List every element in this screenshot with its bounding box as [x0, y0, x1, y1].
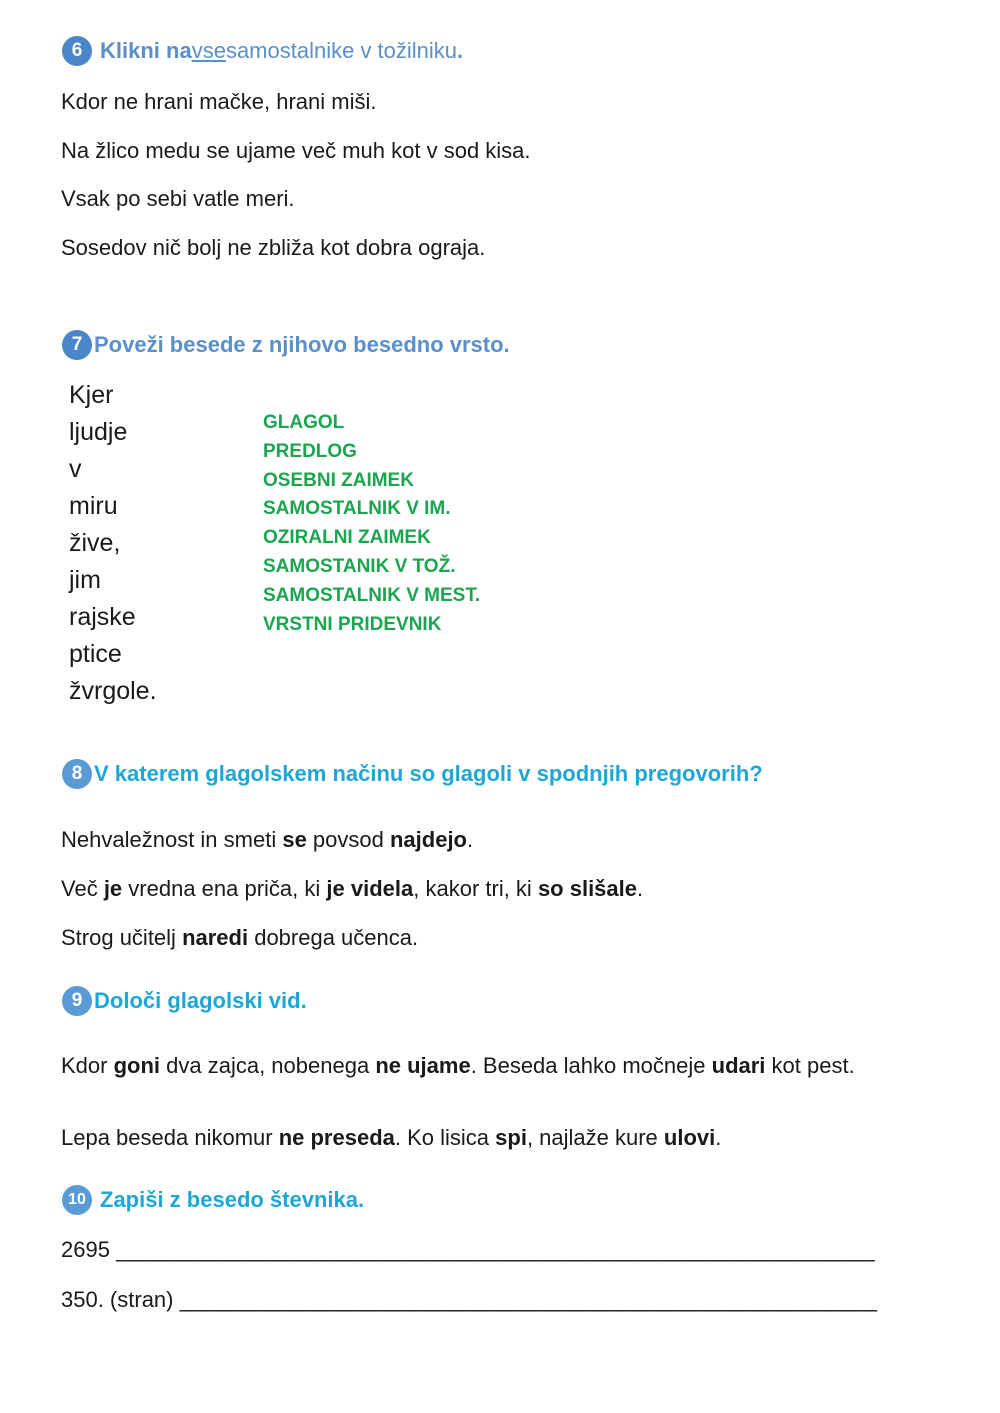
q7-category[interactable]: OSEBNI ZAIMEK — [263, 469, 414, 491]
q7-word[interactable]: žvrgole. — [69, 677, 157, 705]
verb: spi — [495, 1125, 527, 1150]
text: , najlaže kure — [526, 1125, 664, 1150]
q7-category[interactable]: VRSTNI PRIDEVNIK — [263, 613, 442, 635]
number-6-badge: 6 — [62, 36, 92, 66]
q6-sentence-3[interactable]: Vsak po sebi vatle meri. — [61, 186, 295, 211]
q8-title: V katerem glagolskem načinu so glagoli v spodnjih pregovorih? — [94, 761, 763, 786]
text: dva zajca, nobenega — [160, 1053, 376, 1078]
text: . — [467, 827, 474, 852]
text: . — [715, 1125, 722, 1150]
q7-category[interactable]: SAMOSTALNIK V IM. — [263, 498, 451, 520]
number-8-badge: 8 — [62, 759, 92, 789]
q7-word-list — [69, 377, 157, 710]
number-10-badge: 10 — [62, 1185, 92, 1215]
q7-word[interactable]: ljudje — [69, 418, 128, 446]
number-7-badge: 7 — [62, 330, 92, 360]
q10-heading — [62, 1185, 364, 1215]
q7-word[interactable]: ptice — [69, 640, 122, 668]
verb: je videla — [326, 876, 414, 901]
text: Kdor — [61, 1053, 114, 1078]
verb: naredi — [182, 925, 249, 950]
text: . — [637, 876, 644, 901]
q7-word[interactable]: Kjer — [69, 381, 114, 409]
q9-title: Določi glagolski vid. — [94, 988, 307, 1013]
answer-line[interactable]: ______________________________________________________________ — [116, 1237, 875, 1262]
text: . Beseda lahko močneje — [470, 1053, 712, 1078]
q6-heading — [62, 36, 463, 66]
verb: se — [282, 827, 307, 852]
q8-heading — [62, 759, 763, 789]
q7-heading — [62, 330, 510, 360]
q6-title-underlined: vse — [191, 38, 226, 63]
q7-category[interactable]: GLAGOL — [263, 412, 345, 433]
q7-word[interactable]: rajske — [69, 603, 136, 631]
q7-category-list — [263, 409, 480, 639]
q6-title-period: . — [457, 38, 464, 63]
verb: ne ujame — [375, 1053, 471, 1078]
q10-label: 350. (stran) — [61, 1287, 174, 1312]
q7-word[interactable]: jim — [69, 566, 101, 594]
verb: goni — [113, 1053, 161, 1078]
q7-word[interactable]: miru — [69, 492, 118, 520]
q7-category[interactable]: SAMOSTALNIK V MEST. — [263, 584, 481, 606]
q10-item-2 — [61, 1287, 877, 1313]
verb: so slišale — [537, 876, 638, 901]
q9-heading — [62, 986, 307, 1016]
text: Lepa beseda nikomur — [61, 1125, 279, 1150]
q7-title: Poveži besede z njihovo besedno vrsto. — [94, 332, 510, 357]
q8-sentence-3 — [61, 925, 418, 951]
number-9-badge: 9 — [62, 986, 92, 1016]
text: Več — [61, 876, 104, 901]
q7-category[interactable]: OZIRALNI ZAIMEK — [263, 527, 431, 549]
q6-sentence-4[interactable]: Sosedov nič bolj ne zbliža kot dobra ograja. — [61, 235, 486, 260]
q8-sentence-2 — [61, 876, 643, 902]
q8-sentence-1 — [61, 827, 473, 853]
verb: ne preseda — [278, 1125, 395, 1150]
verb: udari — [711, 1053, 766, 1078]
q6-title-part1: Klikni na — [100, 38, 192, 63]
answer-line[interactable]: _________________________________________________________ — [179, 1287, 878, 1312]
q10-label: 2695 — [61, 1237, 110, 1262]
q10-title: Zapiši z besedo števnika. — [100, 1187, 365, 1212]
q7-category[interactable]: PREDLOG — [263, 440, 357, 462]
text: . Ko lisica — [394, 1125, 496, 1150]
q7-word[interactable]: žive, — [69, 529, 121, 557]
q6-title-part2: samostalnike v tožilniku — [225, 38, 458, 63]
verb: je — [103, 876, 123, 901]
q6-sentence-1[interactable]: Kdor ne hrani mačke, hrani miši. — [61, 89, 377, 114]
q9-sentence-1 — [61, 1053, 855, 1079]
text: dobrega učenca. — [248, 925, 419, 950]
q7-category[interactable]: SAMOSTANIK V TOŽ. — [263, 555, 456, 577]
q10-item-1 — [61, 1237, 875, 1263]
q7-word[interactable]: v — [69, 455, 82, 483]
q6-sentence-2[interactable]: Na žlico medu se ujame več muh kot v sod kisa. — [61, 138, 531, 163]
verb: ulovi — [663, 1125, 716, 1150]
verb: najdejo — [389, 827, 467, 852]
q9-sentence-2 — [61, 1125, 721, 1151]
text: kot pest. — [765, 1053, 855, 1078]
text: Strog učitelj — [61, 925, 183, 950]
text: povsod — [306, 827, 390, 852]
text: , kakor tri, ki — [413, 876, 538, 901]
text: vredna ena priča, ki — [122, 876, 327, 901]
text: Nehvaležnost in smeti — [61, 827, 283, 852]
